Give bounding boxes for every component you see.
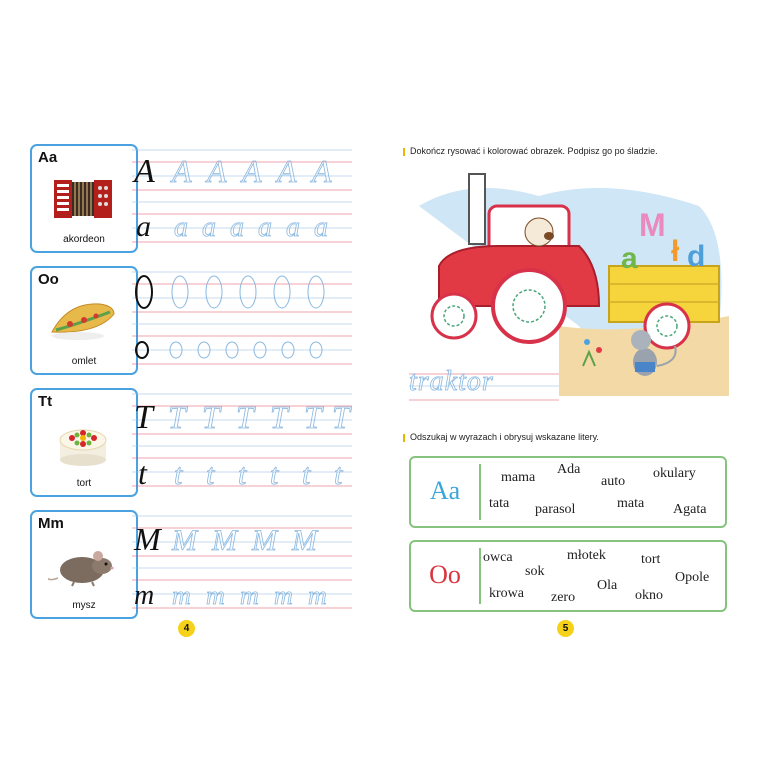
accordion-icon [48, 174, 118, 224]
svg-text:m: m [172, 581, 191, 610]
word-item: tata [489, 496, 510, 511]
svg-text:M: M [252, 524, 277, 557]
svg-text:t: t [206, 458, 215, 491]
svg-text:M: M [639, 207, 666, 243]
handwriting-practice-a [132, 144, 352, 254]
svg-text:T: T [168, 399, 186, 435]
card-word: tort [76, 478, 92, 489]
svg-text:a: a [314, 212, 328, 243]
box-letter: Oo [429, 560, 461, 589]
svg-text:A: A [277, 153, 297, 189]
tractor-illustration [409, 166, 729, 396]
instruction-text: Odszukaj w wyrazach i obrysuj wskazane litery. [410, 432, 599, 442]
svg-text:a: a [174, 212, 188, 243]
svg-text:ł: ł [671, 235, 680, 268]
svg-text:t: t [138, 455, 147, 491]
instruction-text: Dokończ rysować i kolorować obrazek. Podpisz go po śladzie. [410, 146, 658, 156]
word-item: Ola [597, 578, 618, 593]
word-item: auto [601, 474, 626, 489]
svg-text:a: a [136, 210, 151, 243]
find-box-o [409, 540, 727, 612]
word-item: owca [483, 550, 513, 565]
svg-text:A: A [312, 153, 332, 189]
right-page [395, 130, 740, 650]
svg-text:a: a [621, 242, 638, 275]
word-item: tort [641, 552, 661, 567]
svg-text:m: m [134, 580, 155, 611]
find-box-a [409, 456, 727, 528]
word-item: mata [617, 496, 645, 511]
instruction-marker [403, 148, 405, 156]
trace-word: traktor [409, 366, 494, 397]
word-item: parasol [535, 502, 576, 517]
card-oo [30, 266, 138, 375]
svg-text:a: a [258, 212, 272, 243]
svg-text:A: A [207, 153, 227, 189]
instruction-marker [403, 434, 405, 442]
word-item: okulary [653, 466, 696, 481]
svg-text:m: m [206, 581, 225, 610]
card-aa [30, 144, 138, 253]
word-item: krowa [489, 586, 524, 601]
svg-text:A: A [134, 153, 155, 190]
box-divider [479, 548, 481, 604]
page-number-right: 5 [557, 620, 574, 637]
word-item: sok [525, 564, 545, 579]
word-item: Opole [675, 570, 710, 585]
word-item: Ada [557, 462, 581, 477]
mouse-icon [48, 540, 118, 590]
word-item: Agata [673, 502, 707, 517]
handwriting-practice-t [132, 388, 352, 498]
omelette-icon [48, 296, 118, 346]
word-item: okno [635, 588, 663, 603]
svg-text:M: M [212, 524, 237, 557]
box-letter: Aa [429, 476, 461, 505]
svg-text:m: m [274, 581, 293, 610]
svg-text:T: T [332, 399, 350, 435]
svg-text:t: t [334, 458, 343, 491]
svg-text:a: a [202, 212, 216, 243]
svg-text:m: m [308, 581, 327, 610]
svg-text:T: T [202, 399, 220, 435]
card-letters: Aa [38, 149, 58, 166]
card-mm [30, 510, 138, 619]
svg-text:t: t [174, 458, 183, 491]
word-item: młotek [567, 548, 606, 563]
svg-text:T: T [304, 399, 322, 435]
svg-text:M: M [172, 524, 197, 557]
svg-text:m: m [240, 581, 259, 610]
card-letters: Mm [38, 515, 64, 532]
svg-text:t: t [238, 458, 247, 491]
card-word: mysz [72, 600, 96, 611]
svg-text:a: a [230, 212, 244, 243]
cake-icon [48, 418, 118, 468]
word-item: zero [551, 590, 576, 605]
svg-text:A: A [172, 153, 192, 189]
svg-text:t: t [270, 458, 279, 491]
instruction-find-letters [403, 432, 599, 442]
box-divider [479, 464, 481, 520]
page-number-left: 4 [178, 620, 195, 637]
svg-text:a: a [286, 212, 300, 243]
card-tt [30, 388, 138, 497]
svg-text:M: M [134, 521, 161, 557]
left-page [20, 130, 360, 650]
svg-text:M: M [292, 524, 317, 557]
svg-text:T: T [270, 399, 288, 435]
card-word: akordeon [63, 234, 105, 245]
handwriting-practice-o [132, 266, 352, 376]
card-word: omlet [71, 356, 97, 367]
svg-text:t: t [302, 458, 311, 491]
handwriting-practice-m [132, 510, 352, 620]
card-letters: Oo [38, 271, 59, 288]
svg-text:A: A [242, 153, 262, 189]
word-item: mama [501, 470, 536, 485]
svg-text:T: T [236, 399, 254, 435]
svg-text:T: T [134, 399, 153, 436]
card-letters: Tt [38, 393, 53, 410]
instruction-drawing [403, 146, 658, 156]
svg-text:d: d [687, 240, 706, 273]
